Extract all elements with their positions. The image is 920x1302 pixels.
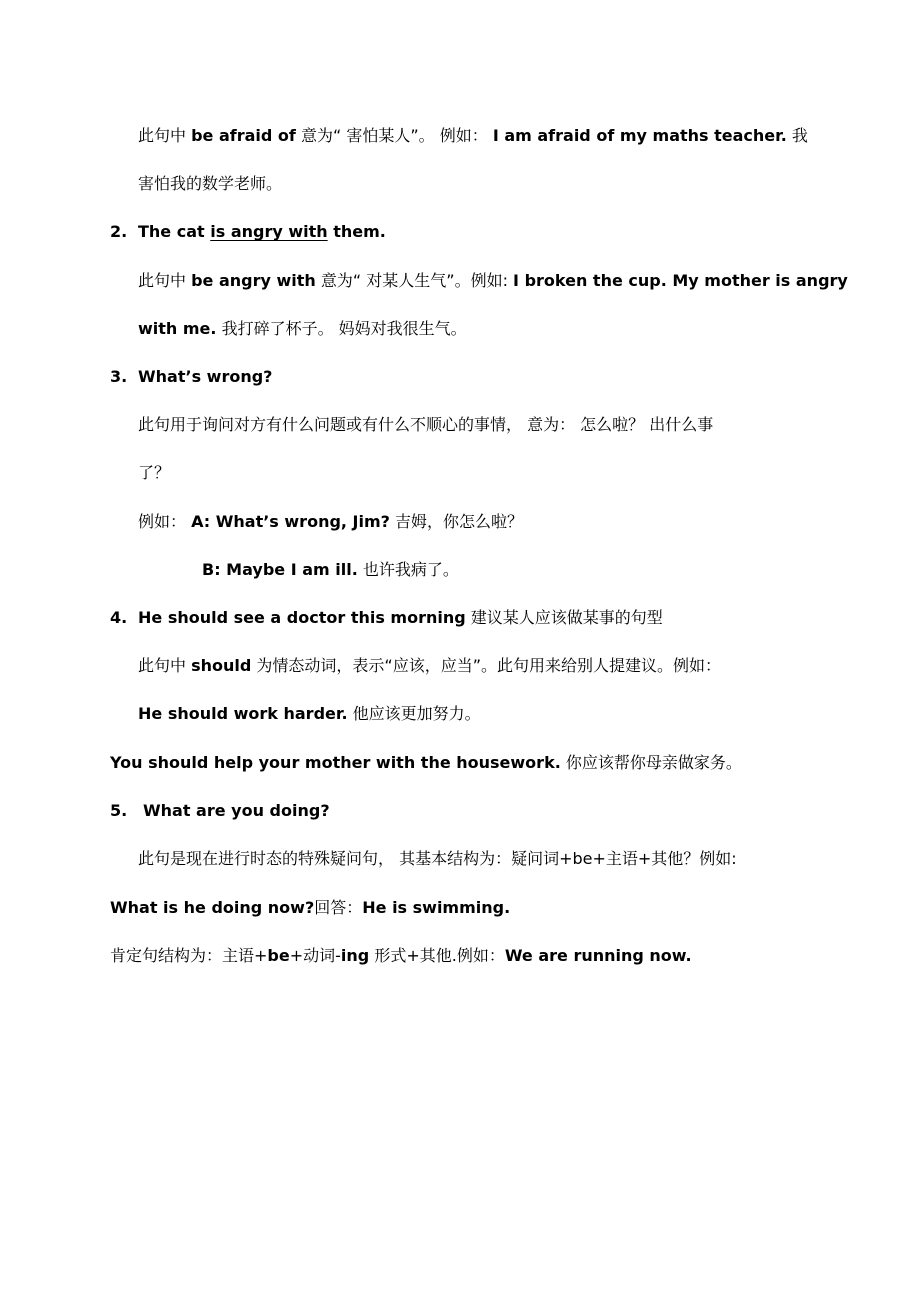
phrase-en: should (191, 656, 252, 675)
text: 此句中 (138, 126, 192, 145)
item3-number: 3. (110, 367, 128, 386)
item5-title: What are you doing? (143, 801, 330, 820)
item3-explanation-line2: 了？ (138, 463, 171, 482)
example-en: I broken the cup. My mother is angry (513, 271, 848, 290)
item3-explanation-line1: 此句用于询问对方有什么问题或有什么不顺心的事情， 意为： 怎么啦？ 出什么事 (138, 415, 714, 434)
text: 我打碎了杯子。 妈妈对我很生气。 (216, 319, 467, 338)
item1-explanation-line1 (138, 125, 808, 147)
example-cn: 也许我病了。 (357, 560, 459, 579)
text: +动词- (289, 946, 341, 965)
item3-title: What’s wrong? (138, 367, 273, 386)
text: them. (327, 222, 386, 241)
text: 肯定句结构为：主语+ (110, 946, 268, 965)
underlined-phrase: is angry with (210, 222, 328, 241)
item4-example-2 (110, 752, 742, 774)
item5-explanation-line1: 此句是现在进行时态的特殊疑问句， 其基本结构为：疑问词+be+主语+其他？例如: (138, 849, 737, 868)
text: 意为“ 对某人生气”。例如: (315, 271, 514, 290)
title-cn: 建议某人应该做某事的句型 (465, 608, 663, 627)
item5-number: 5. (110, 801, 128, 820)
example-cn: 你应该帮你母亲做家务。 (560, 753, 742, 772)
example-cn: 吉姆，你怎么啦？ (389, 512, 524, 531)
text-en: be (267, 946, 290, 965)
example-en: with me. (138, 319, 217, 338)
item1-explanation-line2: 害怕我的数学老师。 (138, 174, 283, 193)
example-en: He is swimming. (362, 898, 511, 917)
example-en: We are running now. (504, 946, 692, 965)
example-en: What is he doing now? (110, 898, 315, 917)
example-en: You should help your mother with the housework. (110, 753, 561, 772)
text: 回答： (314, 898, 363, 917)
text: 此句中 (138, 271, 192, 290)
phrase-en: be angry with (191, 271, 316, 290)
phrase-en: be afraid of (191, 126, 296, 145)
item5-example-question (110, 897, 510, 919)
example-en: B: Maybe I am ill. (202, 560, 358, 579)
example-en: A: What’s wrong, Jim? (191, 512, 390, 531)
item5-affirmative-structure (110, 945, 692, 967)
title-en: He should see a doctor this morning (138, 608, 466, 627)
text: The cat (138, 222, 211, 241)
item4-example-1 (138, 703, 481, 725)
item2-number: 2. (110, 222, 128, 241)
item2-title (138, 221, 386, 243)
item2-explanation-line1 (138, 270, 848, 292)
item4-number: 4. (110, 608, 128, 627)
text: 为情态动词，表示“应该，应当”。此句用来给别人提建议。例如： (251, 656, 721, 675)
item3-example-b (202, 559, 459, 581)
item4-explanation-line1 (138, 655, 721, 677)
text-en: ing (340, 946, 370, 965)
example-label: 例如： (138, 512, 192, 531)
text: 形式+其他.例如： (369, 946, 505, 965)
text: 意为“ 害怕某人”。 例如： (295, 126, 493, 145)
example-en: He should work harder. (138, 704, 348, 723)
item2-explanation-line2 (138, 318, 467, 340)
item3-example-a (138, 511, 523, 533)
example-en: I am afraid of my maths teacher. (492, 126, 787, 145)
text: 此句中 (138, 656, 192, 675)
text: 我 (786, 126, 808, 145)
item4-title (138, 607, 663, 629)
example-cn: 他应该更加努力。 (347, 704, 481, 723)
